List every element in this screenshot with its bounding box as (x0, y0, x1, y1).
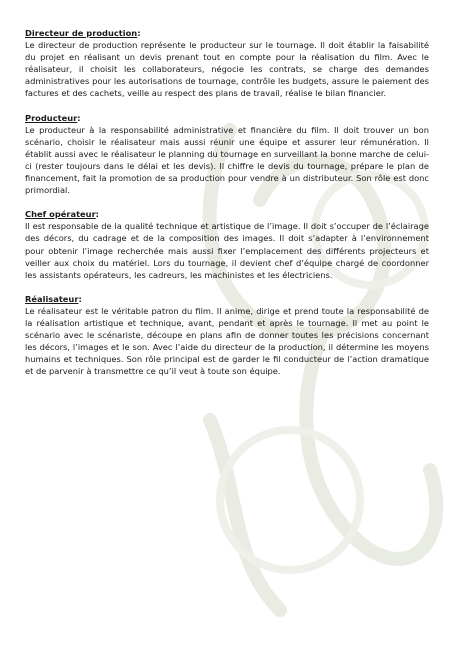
heading-suffix: : (137, 28, 141, 38)
section-paragraph: Le producteur à la responsabilité administrative et financière du film. Il doit trouver un bon scénario, choisir le réalisateur mais aussi réunir une équipe et assurer leur rémunération. Il établit aussi avec le réalisateur le planning du tournage en surveillant la bonne marche de celui-ci (rester toujours dans le délai et les devis). Il chiffre le devis du tournage, prépare le plan de financement, fait la promotion de sa production pour vendre à un distributeur. Son rôle est donc primordial. (25, 124, 429, 196)
section-paragraph: Il est responsable de la qualité technique et artistique de l’image. Il doit s’occuper de l’éclairage des décors, du cadrage et de la composition des images. Il doit s’adapter à l’environnement pour obtenir l’image recherchée mais aussi fixer l’emplacement des différents projecteurs et veiller aux choix du matériel. Lors du tournage, il devient chef d’équipe chargé de coordonner les assistants opérateurs, les cadreurs, les machinistes et les électriciens. (25, 221, 429, 280)
heading-suffix: : (77, 112, 81, 123)
section-paragraph: Le réalisateur est le véritable patron du film. Il anime, dirige et prend toute la responsabilité de la réalisation artistique et technique, avant, pendant et après le tournage. Il met au point le scénario avec le scénariste, découpe en plans afin de donner toutes les précisions concernant les décors, l’images et le son. Avec l’aide du directeur de la production, il détermine les moyens humains et techniques. Son rôle principal est de garder le fil conducteur de l’action dramatique et de parvenir à transmettre ce qu’il veut à toute son équipe. (25, 305, 429, 377)
section-heading: Directeur de production (25, 28, 138, 38)
section-realisateur (25, 293, 429, 378)
document-body (25, 27, 429, 389)
section-chef-operateur (25, 208, 429, 281)
section-heading: Chef opérateur (25, 209, 96, 220)
section-heading: Producteur (25, 112, 78, 123)
heading-suffix: : (95, 209, 99, 220)
section-directeur-production (25, 27, 429, 100)
section-paragraph: Le directeur de production représente le producteur sur le tournage. Il doit établir la faisabilité du projet en réalisant un devis prenant tout en compte pour la réalisation du film. Avec le réalisateur, il choisit les collaborateurs, négocie les contrats, se charge des demandes administratives pour les autorisations de tournage, contrôle les budgets, assure le paiement des factures et des cachets, veille au respect des plans de travail, réalise le bilan financier. (25, 40, 429, 99)
section-heading: Réalisateur (25, 293, 79, 304)
heading-suffix: : (78, 293, 82, 304)
section-producteur (25, 112, 429, 197)
